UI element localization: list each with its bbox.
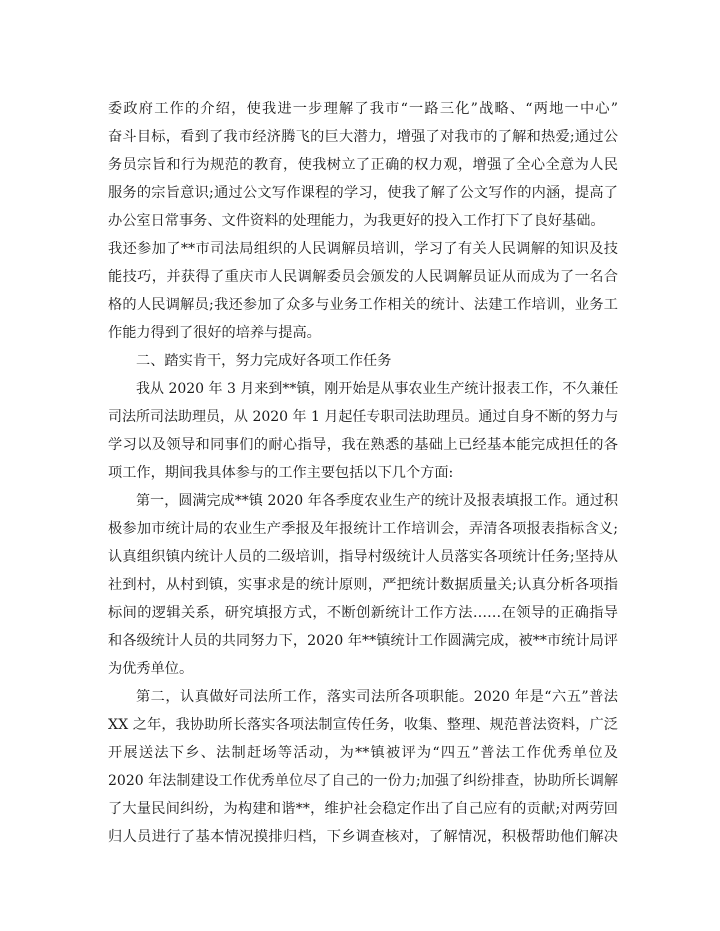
body-text-line: 作能力得到了很好的培养与提高。 (108, 325, 321, 341)
body-text-line: XX 之年，我协助所长落实各项法制宣传任务，收集、整理、规范普法资料，广泛 (108, 717, 618, 733)
body-text-line: 服务的宗旨意识;通过公文写作课程的学习，使我了解了公文写作的内涵，提高了 (108, 185, 618, 201)
body-text-line: 项工作，期间我具体参与的工作主要包括以下几个方面: (108, 465, 454, 481)
body-text-line: 奋斗目标，看到了我市经济腾飞的巨大潜力，增强了对我市的了解和热爱;通过公 (108, 129, 618, 145)
body-text-line: 我从 2020 年 3 月来到**镇，刚开始是从事农业生产统计报表工作，不久兼任 (136, 381, 619, 397)
body-text-line: 我还参加了**市司法局组织的人民调解员培训，学习了有关人民调解的知识及技 (108, 241, 618, 257)
body-text-line: 2020 年法制建设工作优秀单位尽了自己的一份力;加强了纠纷排查，协助所长调解 (108, 773, 618, 789)
body-text-line: 和各级统计人员的共同努力下，2020 年**镇统计工作圆满完成，被**市统计局评 (108, 633, 618, 649)
body-text-line: 极参加市统计局的农业生产季报及年报统计工作培训会，弄清各项报表指标含义; (108, 521, 618, 537)
body-text-line: 委政府工作的介绍，使我进一步理解了我市“一路三化”战略、“两地一中心” (108, 101, 618, 117)
section-heading: 二、踏实肯干，努力完成好各项工作任务 (136, 353, 392, 369)
body-text-line: 社到村，从村到镇，实事求是的统计原则，严把统计数据质量关;认真分析各项指 (108, 577, 618, 593)
body-text-line: 归人员进行了基本情况摸排归档，下乡调查核对，了解情况，积极帮助他们解决 (108, 829, 618, 845)
body-text-line: 司法所司法助理员，从 2020 年 1 月起任专职司法助理员。通过自身不断的努力与 (108, 409, 619, 425)
body-text-line: 能技巧，并获得了重庆市人民调解委员会颁发的人民调解员证从而成为了一名合 (108, 269, 618, 285)
document-page (108, 95, 618, 851)
body-text-line: 开展送法下乡、法制赶场等活动，为**镇被评为“四五”普法工作优秀单位及 (108, 745, 618, 761)
body-text-line: 第一，圆满完成**镇 2020 年各季度农业生产的统计及报表填报工作。通过积 (136, 493, 618, 509)
body-text-line: 认真组织镇内统计人员的二级培训，指导村级统计人员落实各项统计任务;坚持从 (108, 549, 618, 565)
body-text-line: 学习以及领导和同事们的耐心指导，我在熟悉的基础上已经基本能完成担任的各 (108, 437, 618, 453)
body-text-line: 办公室日常事务、文件资料的处理能力，为我更好的投入工作打下了良好基础。 (108, 213, 605, 229)
body-text-line: 了大量民间纠纷，为构建和谐**，维护社会稳定作出了自己应有的贡献;对两劳回 (108, 801, 618, 817)
body-text-line: 务员宗旨和行为规范的教育，使我树立了正确的权力观，增强了全心全意为人民 (108, 157, 618, 173)
body-text-line: 第二，认真做好司法所工作，落实司法所各项职能。2020 年是“六五”普法 (136, 689, 618, 705)
body-text-line: 为优秀单位。 (108, 661, 194, 677)
body-text-line: 标间的逻辑关系，研究填报方式，不断创新统计工作方法……在领导的正确指导 (108, 605, 618, 621)
body-text-line: 格的人民调解员;我还参加了众多与业务工作相关的统计、法建工作培训，业务工 (108, 297, 618, 313)
